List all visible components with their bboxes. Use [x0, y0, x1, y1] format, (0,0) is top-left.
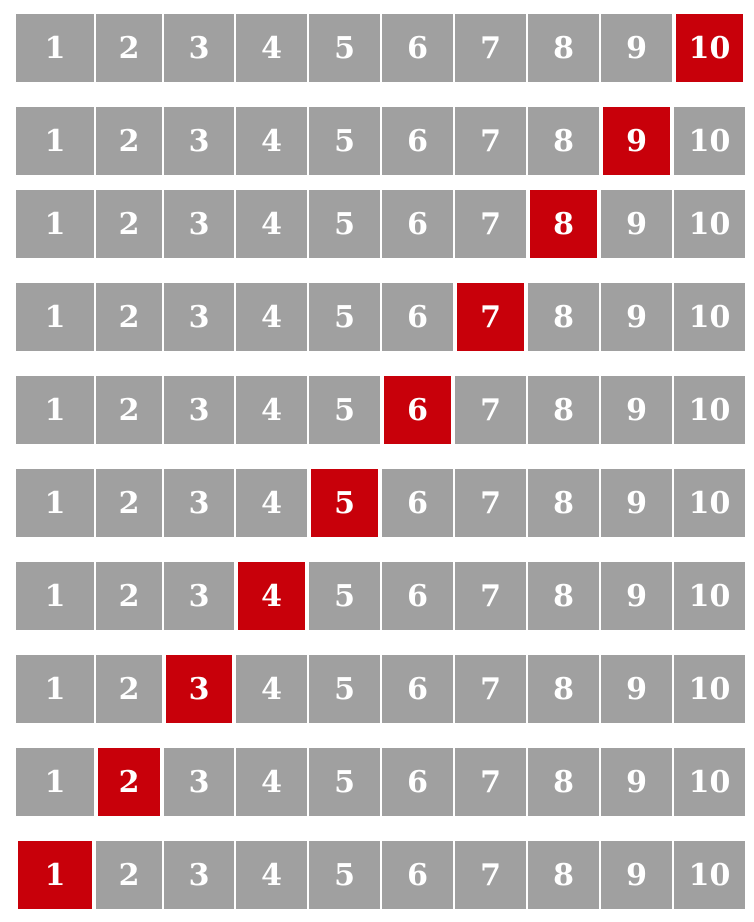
grid-row	[16, 376, 746, 444]
number-cell: 3	[164, 283, 234, 351]
number-cell: 5	[309, 14, 380, 82]
number-cell: 10	[674, 748, 745, 816]
highlighted-number-cell: 4	[236, 562, 307, 630]
number-cell: 3	[164, 841, 234, 909]
number-cell: 6	[382, 841, 453, 909]
number-cell: 9	[601, 376, 672, 444]
number-cell: 9	[601, 562, 672, 630]
number-cell: 9	[601, 655, 672, 723]
number-cell: 7	[455, 14, 526, 82]
number-cell: 7	[455, 562, 526, 630]
number-cell: 3	[164, 748, 234, 816]
number-cell: 6	[382, 655, 453, 723]
number-cell: 4	[236, 14, 307, 82]
number-cell: 3	[164, 376, 234, 444]
number-cell: 6	[382, 283, 453, 351]
number-cell: 10	[674, 655, 745, 723]
grid-row	[16, 190, 746, 258]
number-cell: 8	[528, 283, 599, 351]
number-cell: 3	[164, 14, 234, 82]
number-cell: 8	[528, 748, 599, 816]
number-cell: 10	[674, 376, 745, 444]
number-cell: 1	[16, 14, 94, 82]
number-cell: 10	[674, 283, 745, 351]
highlighted-number-cell: 5	[309, 469, 380, 537]
number-cell: 2	[96, 283, 162, 351]
number-cell: 8	[528, 376, 599, 444]
number-cell: 9	[601, 469, 672, 537]
number-cell: 9	[601, 748, 672, 816]
number-cell: 2	[96, 469, 162, 537]
highlighted-number-cell: 9	[601, 107, 672, 175]
number-cell: 2	[96, 107, 162, 175]
number-cell: 5	[309, 748, 380, 816]
number-cell: 1	[16, 562, 94, 630]
highlighted-number-cell: 2	[96, 748, 162, 816]
number-cell: 6	[382, 14, 453, 82]
number-cell: 2	[96, 655, 162, 723]
number-cell: 1	[16, 107, 94, 175]
number-cell: 6	[382, 469, 453, 537]
grid-row	[16, 748, 746, 816]
number-cell: 4	[236, 107, 307, 175]
number-cell: 5	[309, 283, 380, 351]
number-cell: 3	[164, 469, 234, 537]
number-cell: 7	[455, 107, 526, 175]
number-cell: 6	[382, 190, 453, 258]
number-cell: 2	[96, 562, 162, 630]
number-cell: 1	[16, 283, 94, 351]
number-cell: 6	[382, 748, 453, 816]
grid-row	[16, 107, 746, 175]
number-cell: 2	[96, 841, 162, 909]
number-cell: 7	[455, 469, 526, 537]
number-cell: 6	[382, 107, 453, 175]
number-cell: 6	[382, 562, 453, 630]
highlighted-number-cell: 3	[164, 655, 234, 723]
number-cell: 10	[674, 190, 745, 258]
number-cell: 10	[674, 107, 745, 175]
number-cell: 3	[164, 107, 234, 175]
highlighted-number-cell: 7	[455, 283, 526, 351]
number-cell: 4	[236, 748, 307, 816]
number-cell: 4	[236, 283, 307, 351]
number-cell: 7	[455, 655, 526, 723]
number-cell: 1	[16, 469, 94, 537]
number-cell: 7	[455, 376, 526, 444]
number-cell: 7	[455, 748, 526, 816]
grid-row	[16, 655, 746, 723]
number-cell: 5	[309, 190, 380, 258]
number-cell: 2	[96, 190, 162, 258]
number-cell: 7	[455, 190, 526, 258]
number-cell: 4	[236, 190, 307, 258]
grid-row	[16, 283, 746, 351]
highlighted-number-cell: 10	[674, 14, 745, 82]
number-cell: 5	[309, 562, 380, 630]
grid-row	[16, 841, 746, 909]
grid-row	[16, 469, 746, 537]
number-cell: 8	[528, 562, 599, 630]
highlighted-number-cell: 6	[382, 376, 453, 444]
highlighted-number-cell: 8	[528, 190, 599, 258]
number-cell: 10	[674, 469, 745, 537]
grid-row	[16, 14, 746, 82]
highlighted-number-cell: 1	[16, 841, 94, 909]
number-cell: 8	[528, 107, 599, 175]
number-cell: 7	[455, 841, 526, 909]
number-cell: 3	[164, 190, 234, 258]
number-cell: 1	[16, 748, 94, 816]
number-cell: 10	[674, 562, 745, 630]
number-cell: 8	[528, 655, 599, 723]
number-cell: 4	[236, 469, 307, 537]
number-cell: 1	[16, 376, 94, 444]
number-cell: 8	[528, 841, 599, 909]
number-cell: 9	[601, 841, 672, 909]
number-cell: 5	[309, 841, 380, 909]
number-cell: 9	[601, 14, 672, 82]
number-cell: 5	[309, 376, 380, 444]
number-cell: 10	[674, 841, 745, 909]
number-cell: 2	[96, 376, 162, 444]
number-cell: 8	[528, 469, 599, 537]
number-cell: 1	[16, 655, 94, 723]
number-cell: 3	[164, 562, 234, 630]
number-cell: 4	[236, 376, 307, 444]
number-cell: 4	[236, 841, 307, 909]
number-cell: 5	[309, 107, 380, 175]
number-cell: 2	[96, 14, 162, 82]
number-cell: 9	[601, 283, 672, 351]
number-cell: 4	[236, 655, 307, 723]
grid-row	[16, 562, 746, 630]
number-cell: 8	[528, 14, 599, 82]
number-cell: 9	[601, 190, 672, 258]
number-cell: 1	[16, 190, 94, 258]
number-cell: 5	[309, 655, 380, 723]
